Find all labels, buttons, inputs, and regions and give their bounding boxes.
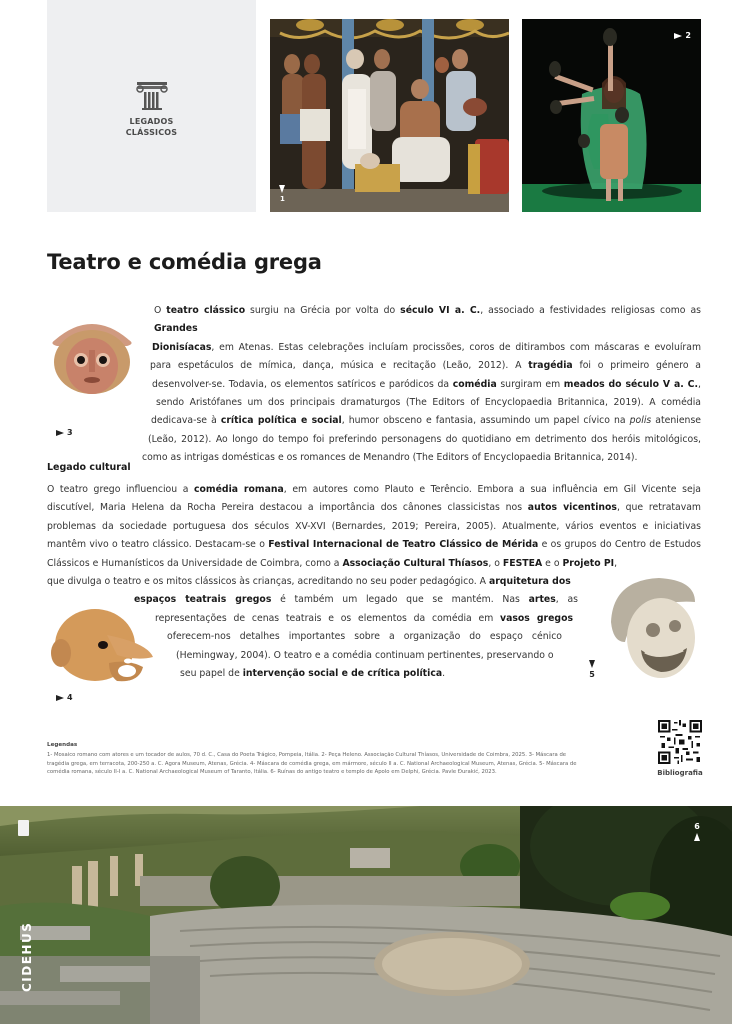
mask-3-marker — [56, 428, 73, 437]
text-segment: O teatro grego influenciou a — [47, 484, 195, 495]
text-line — [47, 555, 701, 573]
tragedy-mask-image — [47, 310, 137, 394]
emphasis: Festival Internacional de Teatro Clássico de Mérida — [268, 539, 539, 551]
text-segment: foi o primeiro género a — [572, 360, 701, 372]
text-line — [142, 449, 701, 467]
text-segment: , humor obsceno e fantasia, assumindo um papel cívico na — [341, 415, 630, 427]
text-line — [134, 591, 578, 609]
institution-logo-icon — [18, 820, 29, 836]
intro-paragraph — [142, 302, 702, 468]
mask-5-number: 5 — [589, 670, 595, 679]
text-segment: e os grupos do Centro de Estudos — [538, 539, 701, 551]
text-line — [150, 357, 701, 375]
emphasis: Projeto PI — [562, 557, 615, 569]
text-line — [47, 536, 701, 554]
text-segment: , — [698, 378, 701, 390]
text-line — [156, 394, 701, 412]
text-segment: para espetáculos de mímica, dança, música e recitação (Leão, 2012). A — [150, 360, 529, 372]
mosaic-photo — [270, 19, 509, 212]
text-line — [47, 518, 701, 536]
emphasis: espaços teatrais gregos — [134, 594, 272, 606]
brand-panel — [47, 0, 256, 212]
arrow-right-icon — [674, 33, 682, 39]
stage-photo — [522, 19, 701, 212]
text-segment: e o — [542, 557, 563, 569]
text-segment: é também um legado que se mantém. Nas — [271, 594, 529, 606]
text-line — [152, 376, 701, 394]
emphasis: comédia romana — [194, 484, 284, 495]
text-line — [148, 431, 701, 449]
text-segment: ateniense — [651, 415, 702, 427]
text-segment: , o — [488, 557, 503, 569]
legend-text: 1- Mosaico romano com atores e um tocador de aulos, 70 d. C., Casa do Poeta Trágico, Pompeia, Itália. 2- Peça Heleno. Associação Cultural Thíasos, Universidade de Coimbra, 2025. 3- Máscara de tragédia grega, em terracota, 200-250 a. C. Agora Museum, Atenas, Grécia. 4- Máscara de comédia grega, em mármore, século II a. C. National Archaeological Museum, Atenas, Grécia. 5- Máscara de comédia romana, século II-I a. C. National Archaeological Museum of Taranto, Itália. 6- Ruínas do antigo teatro e templo de Apolo em Delphi, Grécia. Pavle Đurakić, 2023. — [47, 752, 577, 776]
emphasis: tragédia — [528, 360, 573, 372]
emphasis: autos vicentinos — [527, 502, 617, 514]
text-segment: , que retratavam — [616, 502, 701, 514]
photo-6-marker — [694, 822, 700, 841]
italic-term: polis — [629, 415, 652, 427]
section-heading-legado-cultural: Legado cultural — [47, 462, 131, 473]
mask-4-marker — [56, 693, 73, 702]
text-segment: O — [154, 305, 167, 316]
text-segment: , associado a festividades religiosas como as — [480, 305, 701, 316]
text-segment: surgiram em — [496, 378, 564, 390]
emphasis: crítica política e social — [220, 415, 342, 427]
greek-comedy-mask-image — [603, 572, 699, 682]
text-segment: (Leão, 2012). Ao longo do tempo foi preferindo personagens do quotidiano em detrimento dos heróis mitológicos, — [148, 433, 701, 445]
arrow-up-icon — [694, 833, 700, 841]
arrow-down-icon — [589, 660, 595, 668]
text-line — [47, 499, 701, 517]
text-segment: , em autores como Plauto e Terêncio. Embora a sua influência em Gil Vicente seja — [283, 484, 701, 495]
text-segment: desenvolver-se. Todavia, os elementos satíricos e paródicos da — [152, 378, 453, 390]
text-segment: Clássicos e Humanísticos da Universidade de Coimbra, como a — [47, 557, 343, 569]
emphasis: Grandes — [154, 323, 198, 335]
brand-name — [126, 116, 178, 138]
text-segment: sendo Aristófanes um dos principais dramaturgos (The Editors of Encyclopaedia Britannica, 2019). A comédia — [156, 397, 701, 409]
photo-1-marker — [279, 185, 285, 193]
text-line — [155, 610, 573, 628]
cidehus-logo-text: CIDEHUS — [20, 921, 34, 992]
emphasis: arquitetura dos — [488, 576, 571, 588]
text-segment: seu papel de — [180, 668, 243, 680]
text-segment: que divulga o teatro e os mitos clássicos às crianças, acreditando no seu poder pedagógico. A — [47, 576, 489, 588]
text-segment: como as intrigas domésticas e os romances de Menandro (The Editors of Encyclopaedia Britannica, 2014). — [142, 452, 638, 464]
text-segment: , em Atenas. Estas celebrações incluíam procissões, coros de ditirambos com máscaras e evoluíram — [211, 341, 701, 353]
text-segment: , — [614, 557, 618, 569]
text-segment: problemas da sociedade portuguesa dos séculos XV-XVI (Bernardes, 2019; Pereira, 2005). Atualmente, vários eventos e iniciativas — [47, 520, 701, 532]
emphasis: século VI a. C. — [400, 305, 481, 316]
delphi-theatre-photo — [0, 806, 732, 1024]
photo-1-number: 1 — [280, 195, 285, 203]
bibliography-label[interactable]: Bibliografia — [657, 769, 703, 777]
text-segment: discutível, Maria Helena da Rocha Pereira destacou a importância dos cânones classicistas nos — [47, 502, 528, 514]
text-segment: representações de cenas teatrais e os elementos da comédia em — [155, 612, 501, 624]
mask-3-number: 3 — [67, 428, 73, 437]
text-segment: . — [442, 668, 446, 680]
text-segment: (Hemingway, 2004). O teatro e a comédia continuam pertinentes, preservando o — [176, 649, 554, 661]
arrow-right-icon — [56, 430, 64, 436]
emphasis: artes — [528, 594, 556, 606]
text-line — [47, 481, 701, 499]
text-segment: , as — [555, 594, 578, 606]
emphasis: teatro clássico — [166, 305, 246, 316]
emphasis: comédia — [452, 378, 497, 390]
emphasis: intervenção social e de crítica política — [242, 668, 443, 680]
photo-2-number: 2 — [685, 31, 691, 40]
text-line — [167, 628, 562, 646]
photo-2-marker — [674, 31, 691, 40]
text-segment: dedicava-se à — [151, 415, 221, 427]
mask-5-marker — [589, 660, 595, 679]
emphasis: meados do século V a. C. — [563, 378, 699, 390]
emphasis: Dionisíacas — [152, 341, 212, 353]
text-line — [151, 412, 701, 430]
text-segment: mantêm vivo o teatro clássico. Destacam-se o — [47, 539, 269, 551]
brand-line-2: CLÁSSICOS — [125, 128, 178, 137]
roman-comedy-mask-image — [47, 605, 157, 687]
photo-6-number: 6 — [694, 822, 700, 831]
ionic-column-icon — [135, 82, 169, 110]
text-segment: surgiu na Grécia por volta do — [245, 305, 401, 316]
brand-line-1: LEGADOS — [129, 117, 174, 126]
qr-code-icon[interactable] — [658, 720, 702, 764]
mask-4-number: 4 — [67, 693, 73, 702]
emphasis: Associação Cultural Thíasos — [342, 557, 489, 569]
arrow-down-icon — [279, 185, 285, 193]
legend-title: Legendas — [47, 742, 78, 748]
emphasis: FESTEA — [502, 557, 543, 569]
emphasis: vasos gregos — [500, 612, 573, 624]
text-line — [152, 339, 701, 357]
text-line — [154, 302, 701, 339]
text-segment: oferecem-nos detalhes importantes sobre a organização do espaço cénico — [167, 631, 562, 643]
arrow-right-icon — [56, 695, 64, 701]
page-title: Teatro e comédia grega — [47, 250, 322, 274]
